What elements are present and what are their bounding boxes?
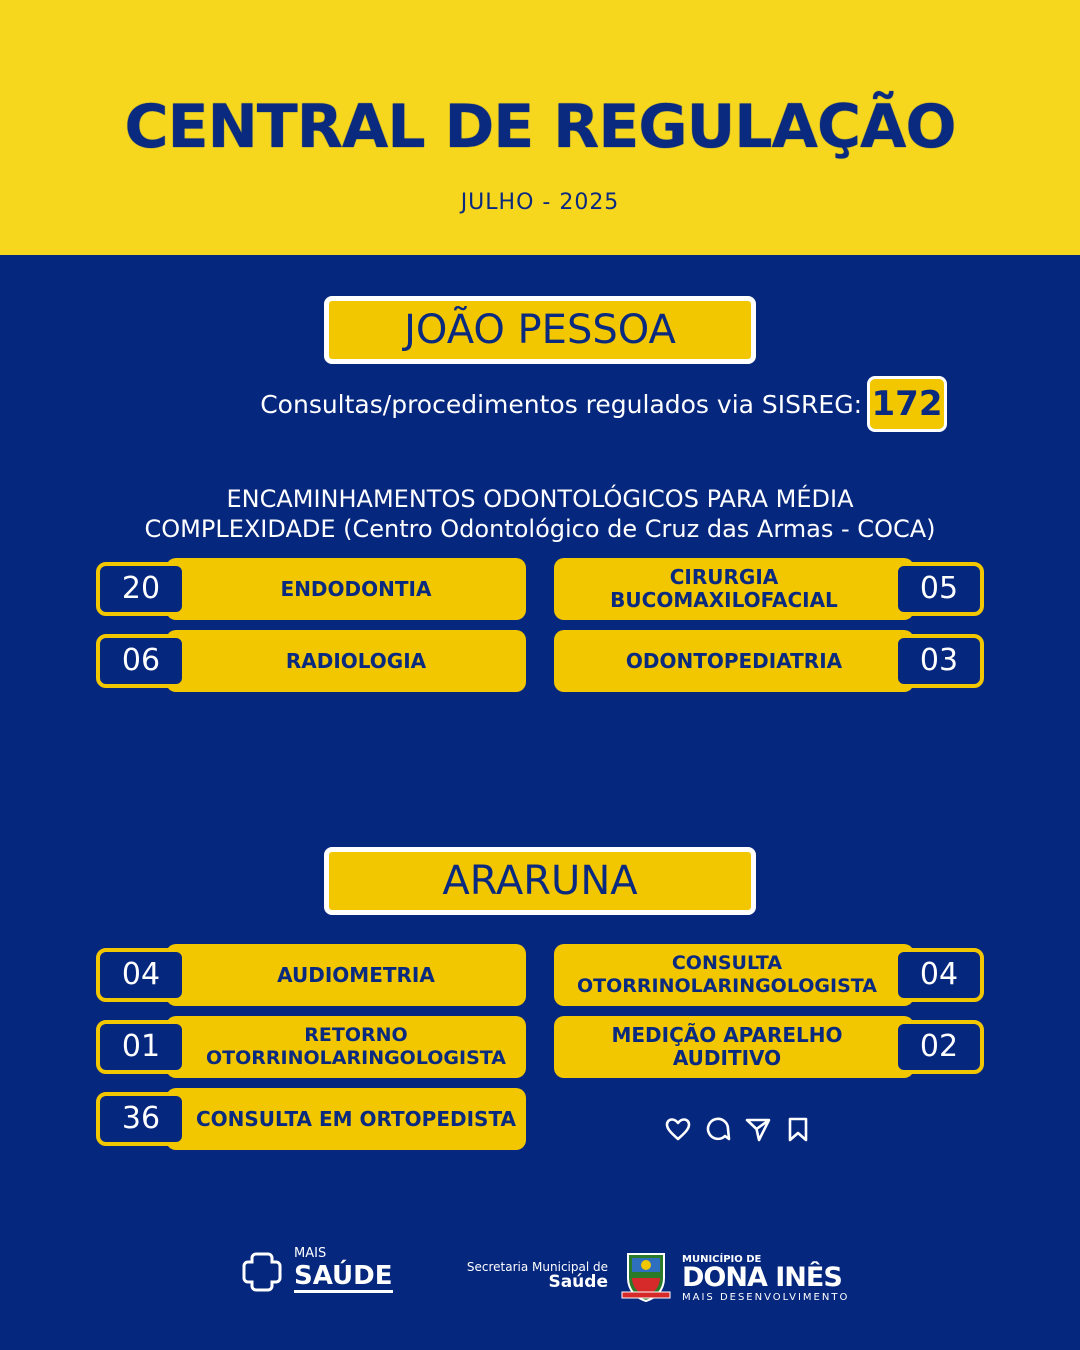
card-label: ODONTOPEDIATRIA <box>625 648 843 673</box>
bookmark-icon[interactable] <box>784 1115 812 1143</box>
mais-saude-big: SAÚDE <box>294 1261 393 1291</box>
card-count: 20 <box>96 562 186 616</box>
header-band <box>0 0 1080 255</box>
card-count: 36 <box>96 1092 186 1146</box>
card-label: RETORNO OTORRINOLARINGOLOGISTA <box>206 1024 506 1069</box>
stat-card-consulta-otorrino <box>554 944 984 1006</box>
total-value-badge: 172 <box>867 376 947 432</box>
stat-card-cirurgia <box>554 558 984 620</box>
municipal-crest-icon <box>618 1248 674 1304</box>
card-count: 04 <box>96 948 186 1002</box>
send-icon[interactable] <box>744 1115 772 1143</box>
comment-icon[interactable] <box>704 1115 732 1143</box>
stat-card-retorno-otorrino <box>96 1016 526 1078</box>
mais-saude-small: MAIS <box>294 1246 327 1261</box>
card-count: 03 <box>894 634 984 688</box>
stat-card-ortopedista <box>96 1088 526 1150</box>
card-label: CONSULTA EM ORTOPEDISTA <box>195 1106 517 1131</box>
card-label: ENDODONTIA <box>280 576 432 601</box>
section-title-line2: COMPLEXIDADE (Centro Odontológico de Cruz das Armas - COCA) <box>144 515 936 543</box>
total-row <box>0 376 1080 432</box>
page-title: CENTRAL DE REGULAÇÃO <box>124 92 956 162</box>
stat-card-endodontia <box>96 558 526 620</box>
card-label: AUDIOMETRIA <box>277 962 435 987</box>
card-count: 01 <box>96 1020 186 1074</box>
municipio-tagline: MAIS DESENVOLVIMENTO <box>682 1292 850 1303</box>
city-badge-joao-pessoa: JOÃO PESSOA <box>324 296 756 364</box>
card-count: 02 <box>894 1020 984 1074</box>
period-label: JULHO - 2025 <box>460 190 620 215</box>
card-count: 06 <box>96 634 186 688</box>
stat-card-odontopediatria <box>554 630 984 692</box>
section-title <box>60 484 1020 544</box>
card-count: 05 <box>894 562 984 616</box>
card-label: RADIOLOGIA <box>285 648 427 673</box>
mais-saude-logo-icon <box>238 1248 286 1296</box>
footer <box>0 1240 1080 1310</box>
stat-card-radiologia <box>96 630 526 692</box>
stat-card-medicao <box>554 1016 984 1078</box>
secretaria-big: Saúde <box>548 1272 608 1292</box>
city-badge-araruna: ARARUNA <box>324 847 756 915</box>
municipio-big: DONA INÊS <box>682 1262 842 1293</box>
social-actions <box>664 1115 814 1145</box>
card-count: 04 <box>894 948 984 1002</box>
card-label: CIRURGIA BUCOMAXILOFACIAL <box>610 565 838 612</box>
stat-card-audiometria <box>96 944 526 1006</box>
card-label: MEDIÇÃO APARELHO AUDITIVO <box>611 1023 843 1070</box>
card-label: CONSULTA OTORRINOLARINGOLOGISTA <box>577 952 877 997</box>
heart-icon[interactable] <box>664 1115 692 1143</box>
secretaria-small: Secretaria Municipal de <box>466 1260 608 1274</box>
section-title-line1: ENCAMINHAMENTOS ODONTOLÓGICOS PARA MÉDIA <box>226 485 854 513</box>
total-label: Consultas/procedimentos regulados via SISREG: <box>260 390 862 419</box>
municipio-small: MUNICÍPIO DE <box>682 1254 762 1265</box>
